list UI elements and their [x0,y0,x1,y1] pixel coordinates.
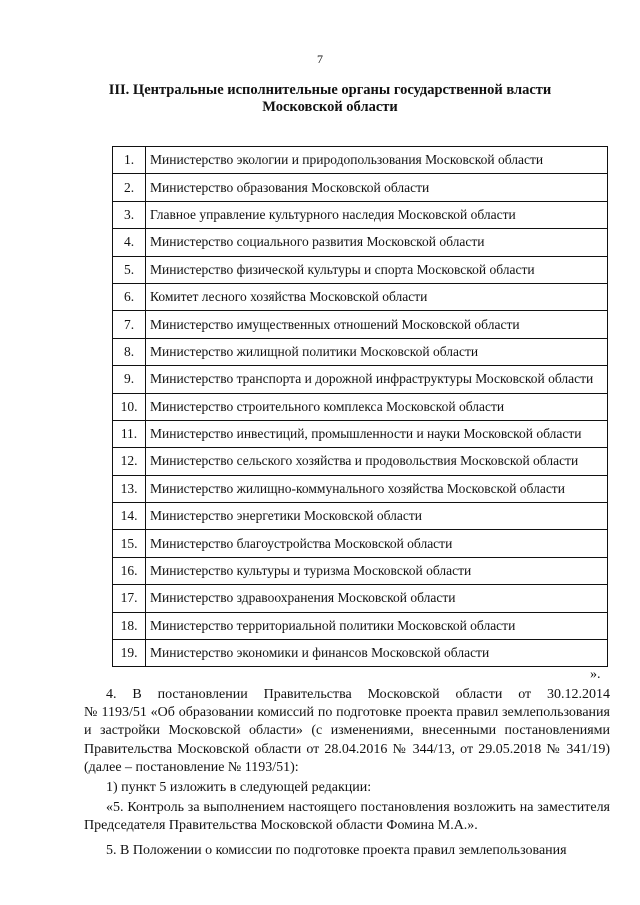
organization-name: Министерство здравоохранения Московской области [146,585,608,612]
item-5-paragraph: 5. В Положении о комиссии по подготовке проекта правил землепользования [106,842,567,858]
row-number: 4. [113,229,146,256]
organization-name: Министерство культуры и туризма Московской области [146,557,608,584]
organization-name: Министерство социального развития Московской области [146,229,608,256]
row-number: 17. [113,585,146,612]
organization-name: Министерство территориальной политики Московской области [146,612,608,639]
row-number: 7. [113,311,146,338]
table-row [113,229,608,256]
quoted-new-wording: «5. Контроль за выполнением настоящего постановления возложить на заместителя Председателя Правительства Московской области Фомина М.А.». [84,800,610,834]
organization-name: Министерство экологии и природопользования Московской области [146,147,608,174]
table-row [113,420,608,447]
table-row [113,256,608,283]
table-row [113,338,608,365]
executive-bodies-table-body [113,147,608,667]
row-number: 9. [113,366,146,393]
row-number: 1. [113,147,146,174]
organization-name: Министерство благоустройства Московской области [146,530,608,557]
organization-name: Министерство экономики и финансов Московской области [146,640,608,667]
organization-name: Главное управление культурного наследия Московской области [146,201,608,228]
item-4-paragraph: № 1193/51 «Об образовании комиссий по подготовке проекта правил землепользования и застройки Московской области» (с изменениями, внесенными постановлениями Правительства Московской области от 28.04.2016 № 344/13, от 29.05.2018 № 341/19) (далее – постановление № 1193/51): [84,705,610,775]
organization-name: Министерство жилищно-коммунального хозяйства Московской области [146,475,608,502]
table-row [113,530,608,557]
organization-name: Министерство инвестиций, промышленности и науки Московской области [146,420,608,447]
row-number: 5. [113,256,146,283]
closing-quote: ». [590,667,601,682]
item-4-first-line: 4. В постановлении Правительства Московской области от 30.12.2014 [106,687,610,702]
table-row [113,311,608,338]
table-row [113,557,608,584]
table-row [113,475,608,502]
organization-name: Комитет лесного хозяйства Московской области [146,283,608,310]
row-number: 8. [113,338,146,365]
table-row [113,366,608,393]
organization-name: Министерство транспорта и дорожной инфраструктуры Московской области [146,366,608,393]
row-number: 15. [113,530,146,557]
row-number: 2. [113,174,146,201]
section-title-line-1: III. Центральные исполнительные органы государственной власти [108,82,552,98]
table-row [113,448,608,475]
row-number: 13. [113,475,146,502]
row-number: 12. [113,448,146,475]
table-row [113,640,608,667]
row-number: 6. [113,283,146,310]
table-row [113,174,608,201]
row-number: 16. [113,557,146,584]
row-number: 14. [113,503,146,530]
table-row [113,585,608,612]
subitem-1: 1) пункт 5 изложить в следующей редакции: [106,780,372,796]
row-number: 10. [113,393,146,420]
organization-name: Министерство образования Московской области [146,174,608,201]
organization-name: Министерство физической культуры и спорта Московской области [146,256,608,283]
organization-name: Министерство имущественных отношений Московской области [146,311,608,338]
table-row [113,147,608,174]
row-number: 11. [113,420,146,447]
table-row [113,393,608,420]
executive-bodies-table [112,146,608,667]
section-title-line-2: Московской области [262,99,398,115]
page-number: 7 [317,52,323,66]
table-row [113,201,608,228]
organization-name: Министерство строительного комплекса Московской области [146,393,608,420]
body-text [84,686,610,860]
organization-name: Министерство сельского хозяйства и продовольствия Московской области [146,448,608,475]
row-number: 3. [113,201,146,228]
organization-name: Министерство жилищной политики Московской области [146,338,608,365]
row-number: 18. [113,612,146,639]
table-row [113,503,608,530]
table-row [113,612,608,639]
row-number: 19. [113,640,146,667]
table-row [113,283,608,310]
section-title [80,82,580,116]
organization-name: Министерство энергетики Московской области [146,503,608,530]
